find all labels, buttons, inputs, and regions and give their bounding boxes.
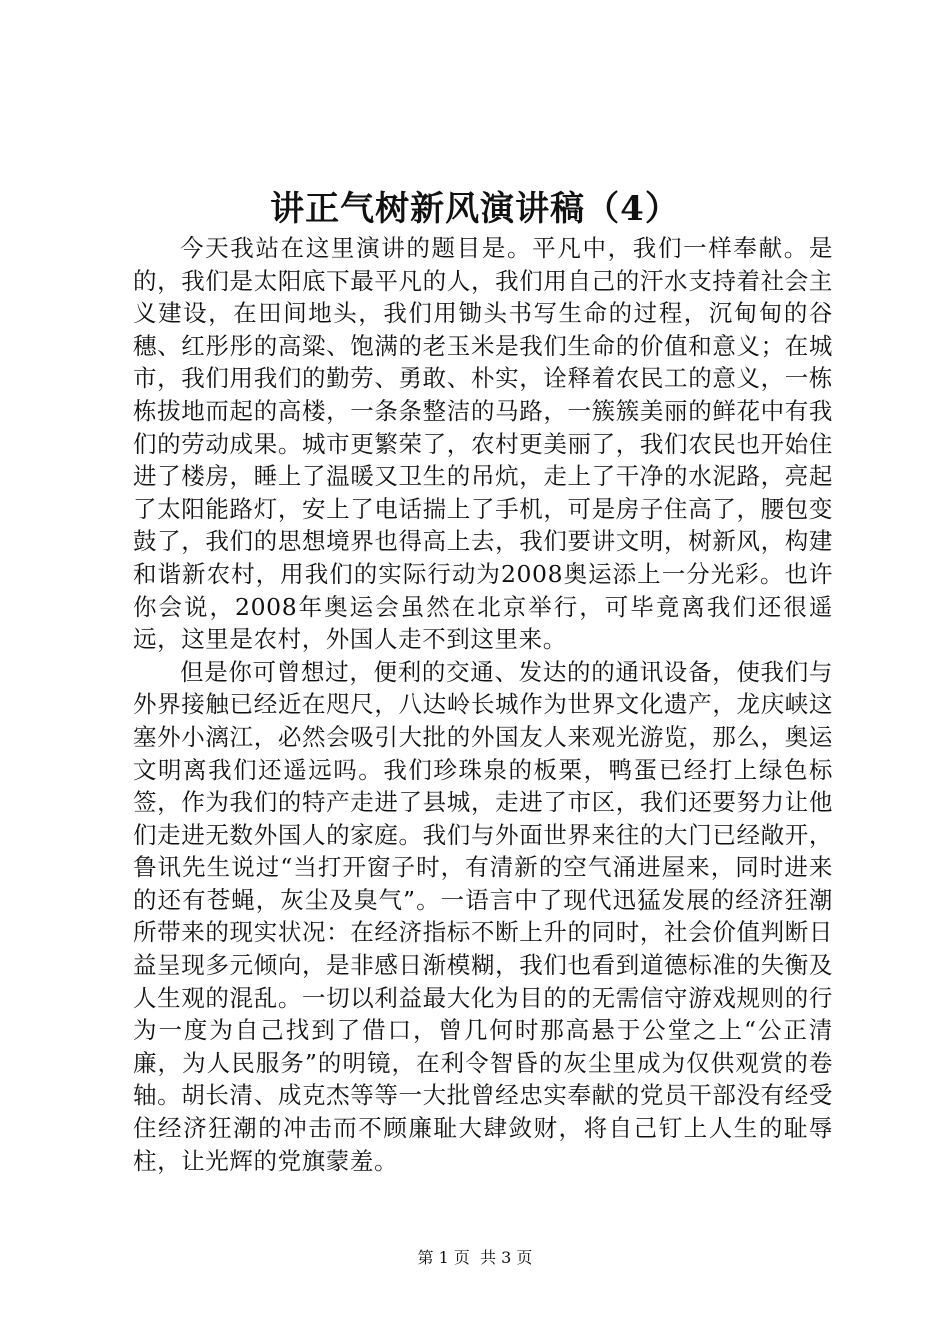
paragraph: 但是你可曾想过，便利的交通、发达的的通讯设备，使我们与外界接触已经近在咫尺，八达岭长城作为世界文化遗产，龙庆峡这塞外小漓江，必然会吸引大批的外国友人来观光游览，那么，奥运文明离我们还遥远吗。我们珍珠泉的板栗，鸭蛋已经打上绿色标签，作为我们的特产走进了县城，走进了市区，我们还要努力让他们走进无数外国人的家庭。我们与外面世界来往的大门已经敞开，鲁讯先生说过“当打开窗子时，有清新的空气涌进屋来，同时进来的还有苍蝇，灰尘及臭气”。一语言中了现代迅猛发展的经济狂潮所带来的现实状况：在经济指标不断上升的同时，社会价值判断日益呈现多元倾向，是非感日渐模糊，我们也看到道德标准的失衡及人生观的混乱。一切以利益最大化为目的的无需信守游戏规则的行为一度为自己找到了借口，曾几何时那高悬于公堂之上“公正清廉，为人民服务”的明镜，在利令智昏的灰尘里成为仅供观赏的卷轴。胡长清、成克杰等等一大批曾经忠实奉献的党员干部没有经受住经济狂潮的冲击而不顾廉耻大肆敛财，将自己钉上人生的耻辱柱，让光辉的党旗蒙羞。 bbox=[133, 657, 833, 1175]
paragraph: 今天我站在这里演讲的题目是。平凡中，我们一样奉献。是的，我们是太阳底下最平凡的人，我们用自己的汗水支持着社会主义建设，在田间地头，我们用锄头书写生命的过程，沉甸甸的谷穗、红彤彤的高粱、饱满的老玉米是我们生命的价值和意义；在城市，我们用我们的勤劳、勇敢、朴实，诠释着农民工的意义，一栋栋拔地而起的高楼，一条条整洁的马路，一簇簇美丽的鲜花中有我们的劳动成果。城市更繁荣了，农村更美丽了，我们农民也开始住进了楼房，睡上了温暖又卫生的吊炕，走上了干净的水泥路，亮起了太阳能路灯，安上了电话揣上了手机，可是房子住高了，腰包变鼓了，我们的思想境界也得高上去，我们要讲文明，树新风，构建和谐新农村，用我们的实际行动为2008奥运添上一分光彩。也许你会说，2008年奥运会虽然在北京举行，可毕竟离我们还很遥远，这里是农村，外国人走不到这里来。 bbox=[133, 234, 833, 654]
page-number: 第 1 页 共 3 页 bbox=[417, 1248, 533, 1267]
document-body bbox=[133, 232, 833, 1177]
document-title: 讲正气树新风演讲稿（4） bbox=[270, 189, 680, 229]
